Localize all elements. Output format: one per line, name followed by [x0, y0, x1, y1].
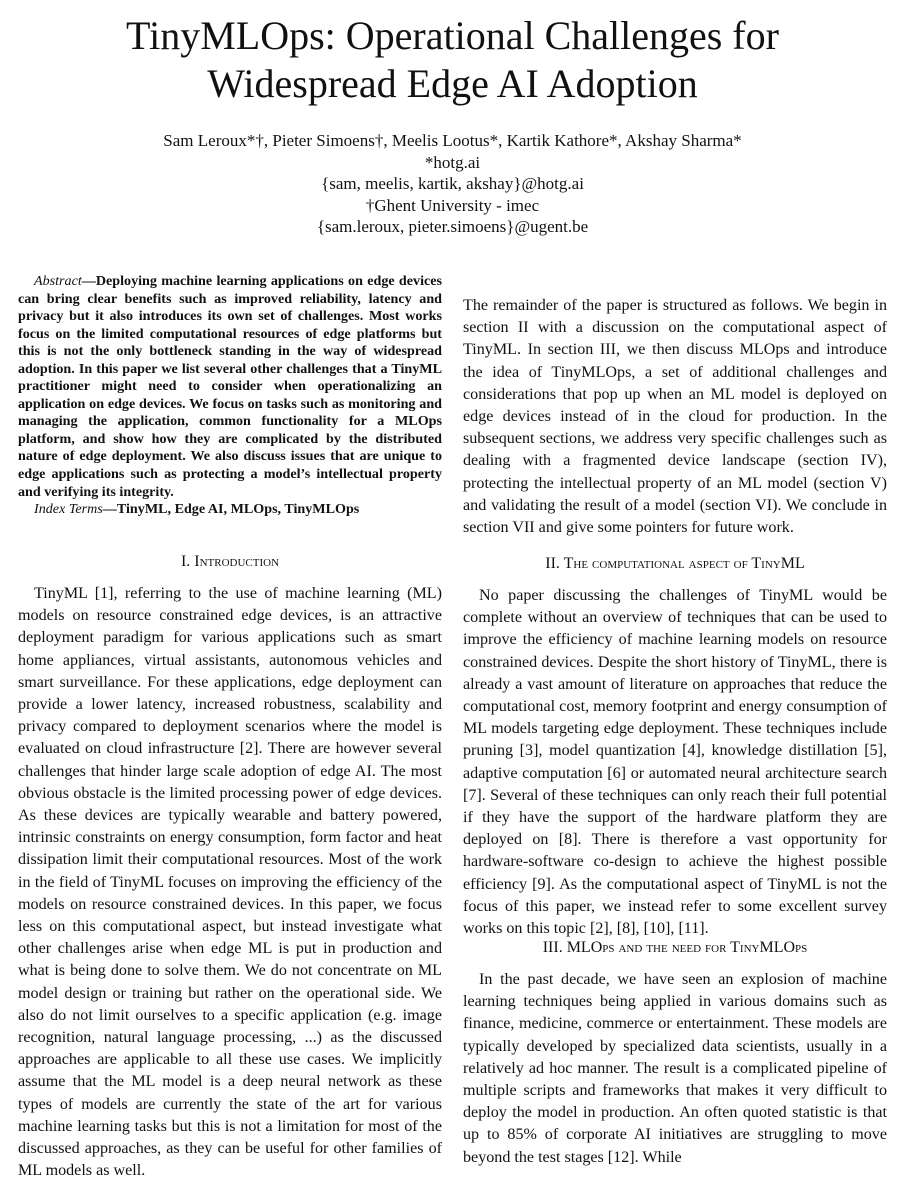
section-introduction	[18, 551, 442, 1182]
author-block	[0, 130, 905, 238]
abstract	[18, 273, 442, 519]
abstract-label: Abstract	[34, 273, 82, 289]
affiliation-2: †Ghent University - imec	[365, 195, 540, 215]
paragraph: No paper discussing the challenges of TinyML would be complete without an overview of techniques that can be used to improve the efficiency of machine learning models on resource constrained devices. Despite the short history of TinyML, there is already a vast amount of literature on approaches that reduce the computational cost, memory footprint and energy consumption of ML models targeting edge deployment. These techniques include pruning [3], model quantization [4], knowledge distillation [5], adaptive computation [6] or automated neural architecture search [7]. Several of these techniques can only reach their full potential if they have the support of the hardware platform they are deployed on [8]. There is therefore a vast opportunity for hardware-software co-design to achieve the highest possible efficiency [9]. As the computational aspect of TinyML is not the focus of this paper, we instead refer to some excellent survey works on this topic [2], [8], [10], [11].	[463, 587, 887, 938]
email-1: {sam, meelis, kartik, akshay}@hotg.ai	[321, 174, 584, 193]
paragraph: TinyML [1], referring to the use of machine learning (ML) models on resource constrained edge devices, is an attractive deployment paradigm for various applications such as smart home appliances, virtual assistants, autonomous vehicles and smart surveillance. For these applications, edge deployment can provide a lower latency, increased robustness, scalability and privacy compared to deployment scenarios where the model is evaluated on cloud infrastructure [2]. There are however several challenges that hinder large scale adoption of edge AI. The most obvious obstacle is the limited processing power of edge devices. As these devices are typically wearable and battery powered, intrinsic constraints on energy consumption, form factor and heat dissipation limit their computational resources. Most of the work in the field of TinyML focuses on improving the efficiency of the models on resource constrained devices. In this paper, we focus less on this computational aspect, but instead investigate what other challenges arise when edge ML is put in production and what is being done to solve them. We do not concentrate on ML model design or training but rather on the operational side. We also do not limit ourselves to a specific application (e.g. image recognition, natural language processing, ...) as the discussed approaches are applicable to all these use cases. We implicitly assume that the ML model is a deep neural network as these types of models are currently the state of the art for various machine learning tasks but this is not a limitation for most of the discussed approaches, as they can be useful for other families of ML models as well.	[18, 585, 442, 1180]
author-names: Sam Leroux*†, Pieter Simoens†, Meelis Lootus*, Kartik Kathore*, Akshay Sharma*	[163, 131, 742, 150]
paragraph: In the past decade, we have seen an explosion of machine learning techniques being applied in various domains such as finance, medicine, commerce or entertainment. These models are typically developed by specialized data scientists, usually in a relatively ad hoc manner. The result is a complicated pipeline of multiple scripts and frameworks that makes it very difficult to deploy the model in production. An often quoted statistic is that up to 85% of corporate AI initiatives are struggling to move beyond the test stages [12]. While	[463, 971, 887, 1166]
email-2: {sam.leroux, pieter.simoens}@ugent.be	[316, 217, 589, 236]
section-heading: II. The computational aspect of TinyML	[545, 555, 805, 572]
paper-structure-paragraph	[463, 295, 887, 539]
paragraph: The remainder of the paper is structured as follows. We begin in section II with a discussion on the computational aspect of TinyML. In section III, we then discuss MLOps and introduce the idea of TinyMLOps, a set of additional challenges and considerations that pop up when an ML model is deployed on edge devices instead of in the cloud for production. In the subsequent sections, we address very specific challenges such as dealing with a fragmented device landscape (section IV), protecting the intellectual property of an ML model (section V) and validating the result of a model (section VI). We conclude in section VII and give some pointers for future work.	[463, 297, 887, 537]
index-terms-label: Index Terms	[34, 501, 103, 518]
title-line-2: Widespread Edge AI Adoption	[207, 61, 698, 106]
abstract-text: —Deploying machine learning applications on edge devices can bring clear benefits such as improved reliability, latency and privacy but it also introduces its own set of challenges. Most works focus on the limited computational resources of edge platforms but this is not the only bottleneck standing in the way of widespread adoption. In this paper we list several other challenges that a TinyML practitioner might need to consider when operationalizing an application on edge devices. We focus on tasks such as monitoring and managing the application, common functionality for a MLOps platform, and show how they are complicated by the distributed nature of edge deployment. We also discuss issues that are unique to edge applications such as protecting a model’s intellectual property and verifying its integrity.	[18, 273, 442, 500]
section-heading: III. MLOps and the need for TinyMLOps	[542, 939, 808, 956]
section-mlops	[463, 937, 887, 1169]
title-line-1: TinyMLOps: Operational Challenges for	[126, 13, 779, 58]
affiliation-1: *hotg.ai	[424, 152, 481, 172]
paper-title	[0, 12, 905, 108]
index-terms-text: —TinyML, Edge AI, MLOps, TinyMLOps	[102, 501, 360, 518]
section-computational-aspect	[463, 553, 887, 940]
section-heading: I. Introduction	[180, 553, 280, 570]
